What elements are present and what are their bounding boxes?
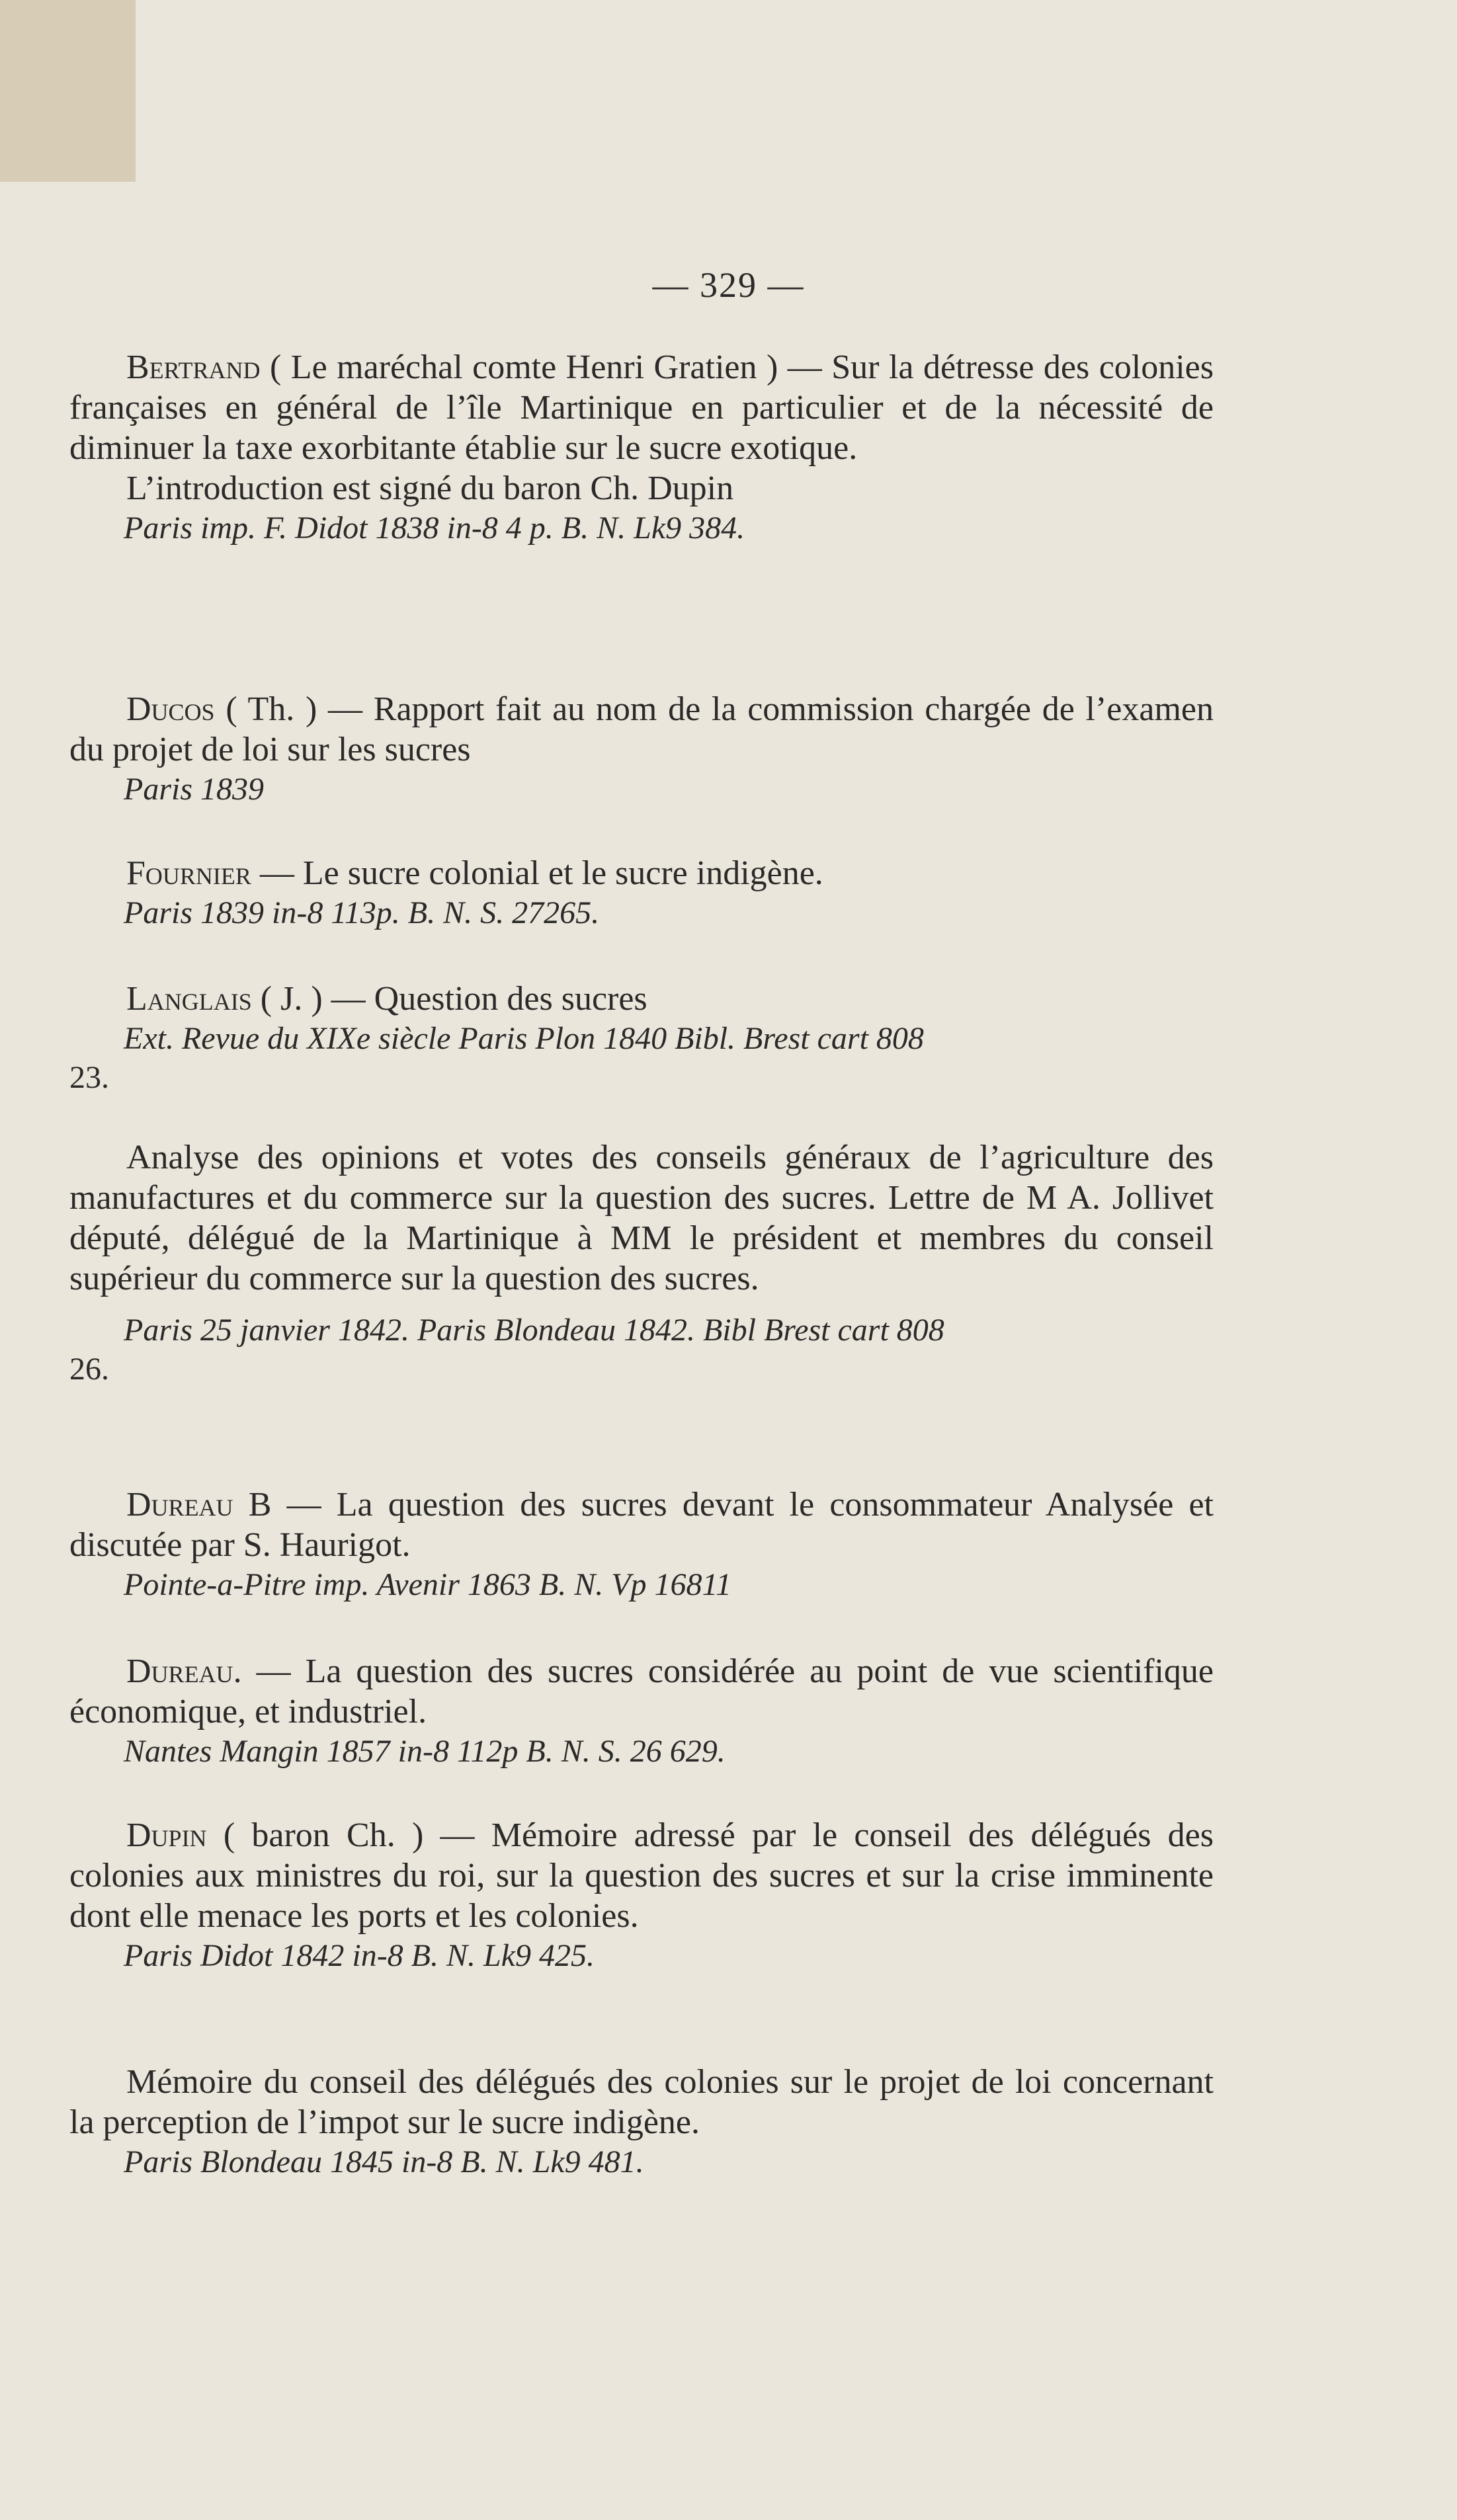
entry-author: Dupin (126, 1816, 207, 1854)
entry-citation: Paris 25 janvier 1842. Paris Blondeau 1842. Bibl Brest cart 808 (124, 1313, 944, 1348)
entry-citation: Paris imp. F. Didot 1838 in-8 4 p. B. N. Lk9 384. (124, 510, 745, 546)
entry-author: Bertrand (126, 348, 261, 386)
entry-note: L’introduction est signé du baron Ch. Dupin (126, 469, 734, 507)
entry-analyse (69, 1137, 1214, 1389)
entry-author: Dureau (126, 1486, 233, 1524)
entry-author: Langlais (126, 980, 252, 1018)
entry-fournier (69, 853, 1214, 933)
entry-text: Analyse des opinions et votes des conseils généraux de l’agriculture des manufactures et du commerce sur la question des sucres. Lettre de M A. Jollivet député, délégué de la Martinique à MM le président et membres du conseil supérieur du commerce sur la question des sucres. (69, 1139, 1214, 1297)
entry-bertrand (69, 347, 1214, 548)
paper-tab-marker (0, 0, 136, 182)
entry-langlais (69, 979, 1214, 1097)
page-number: — 329 — (652, 265, 805, 305)
entry-ducos (69, 689, 1214, 809)
entry-dureau (69, 1651, 1214, 1771)
entry-text: Dureau B — La question des sucres devant le consommateur Analysée et discutée par S. Haurigot. (69, 1486, 1214, 1564)
entry-dupin (69, 1815, 1214, 1976)
entry-author: Ducos (126, 690, 215, 728)
entry-citation-tail: 23. (69, 1060, 109, 1095)
entry-citation: Pointe-a-Pitre imp. Avenir 1863 B. N. Vp 16811 (124, 1567, 731, 1602)
entry-citation: Paris Blondeau 1845 in-8 B. N. Lk9 481. (124, 2144, 644, 2179)
entry-author: Fournier (126, 854, 251, 892)
entry-citation-tail: 26. (69, 1352, 109, 1387)
entry-author: Dureau (126, 1652, 233, 1690)
entry-dureau-b (69, 1484, 1214, 1605)
entry-citation: Paris 1839 in-8 113p. B. N. S. 27265. (124, 895, 600, 930)
entry-citation: Nantes Mangin 1857 in-8 112p B. N. S. 26 629. (124, 1734, 726, 1769)
entry-citation: Paris 1839 (124, 772, 265, 807)
entry-text: Dupin ( baron Ch. ) — Mémoire adressé par le conseil des délégués des colonies aux ministres du roi, sur la question des sucres et sur la crise imminente dont elle menace les ports et les colonies. (69, 1816, 1214, 1935)
entry-citation: Ext. Revue du XIXe siècle Paris Plon 1840 Bibl. Brest cart 808 (124, 1021, 924, 1056)
entry-text: Fournier — Le sucre colonial et le sucre indigène. (126, 854, 823, 892)
entry-text: Mémoire du conseil des délégués des colonies sur le projet de loi concernant la perception de l’impot sur le sucre indigène. (69, 2063, 1214, 2141)
entry-text: Ducos ( Th. ) — Rapport fait au nom de la commission chargée de l’examen du projet de loi sur les sucres (69, 690, 1214, 768)
entry-text: Langlais ( J. ) — Question des sucres (126, 980, 647, 1018)
entry-memoire (69, 2062, 1214, 2182)
entry-citation: Paris Didot 1842 in-8 B. N. Lk9 425. (124, 1938, 595, 1973)
entry-text: Dureau. — La question des sucres considérée au point de vue scientifique économique, et industriel. (69, 1652, 1214, 1730)
entry-text: Bertrand ( Le maréchal comte Henri Gratien ) — Sur la détresse des colonies françaises en général de l’île Martinique en particulier et de la nécessité de diminuer la taxe exorbitante établie sur le sucre exotique. (69, 348, 1214, 467)
